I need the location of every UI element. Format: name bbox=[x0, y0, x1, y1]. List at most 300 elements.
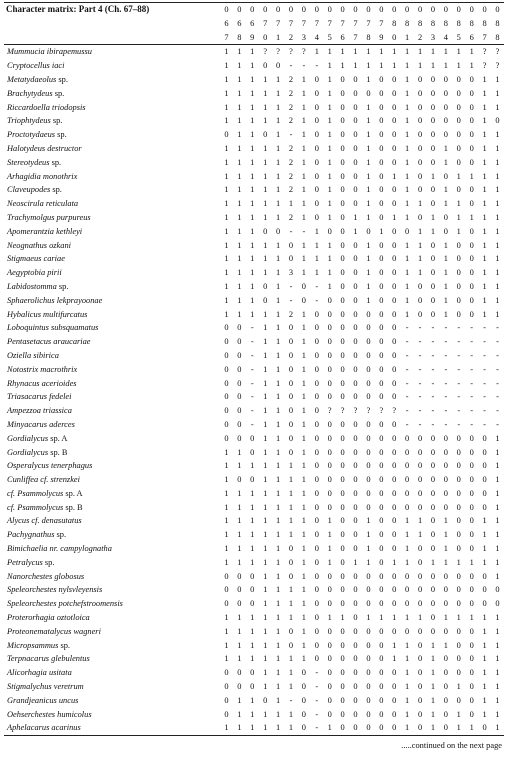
character-state-cell: 1 bbox=[275, 143, 281, 153]
character-state-cell: 0 bbox=[430, 461, 436, 471]
character-state-cell: 0 bbox=[379, 695, 384, 705]
character-state-cell: 1 bbox=[366, 61, 371, 71]
character-state-cell: 0 bbox=[443, 461, 448, 471]
character-state-cell: 0 bbox=[314, 626, 319, 636]
character-state-cell: 1 bbox=[456, 171, 461, 181]
character-state-cell: 1 bbox=[263, 199, 268, 209]
character-state-cell: 1 bbox=[301, 654, 306, 664]
character-state-cell: 0 bbox=[430, 130, 436, 140]
character-state-cell: - bbox=[444, 392, 448, 402]
character-state-cell: 1 bbox=[224, 475, 229, 485]
character-state-cell: 1 bbox=[301, 571, 306, 581]
character-state-cell: 1 bbox=[224, 447, 229, 457]
character-state-cell: 0 bbox=[340, 557, 345, 567]
taxon-name bbox=[4, 156, 220, 170]
character-state-cell: 0 bbox=[224, 695, 229, 705]
character-state-cell: 0 bbox=[417, 143, 423, 153]
taxon-name bbox=[4, 446, 220, 460]
header-digit: 8 bbox=[491, 31, 504, 45]
character-state-cell: 1 bbox=[491, 721, 504, 735]
character-state-cell: 0 bbox=[469, 130, 474, 140]
character-state-cell: 1 bbox=[392, 613, 397, 623]
character-state-cell: 0 bbox=[456, 254, 461, 264]
character-state-cell: 1 bbox=[456, 61, 461, 71]
character-state-cell: 1 bbox=[482, 695, 487, 705]
header-digit: 7 bbox=[349, 31, 362, 45]
taxon-name bbox=[4, 211, 220, 225]
character-state-cell: 0 bbox=[340, 488, 345, 498]
taxon-name bbox=[4, 87, 220, 101]
header-digit: 7 bbox=[327, 18, 332, 28]
character-state-cell: 0 bbox=[392, 392, 397, 402]
character-state-cell: 1 bbox=[288, 668, 294, 678]
character-state-cell: 0 bbox=[379, 130, 384, 140]
character-state-cell: - bbox=[470, 337, 474, 347]
character-state-cell: 1 bbox=[301, 364, 306, 374]
character-state-cell: 1 bbox=[301, 143, 306, 153]
character-state-cell: 1 bbox=[275, 557, 281, 567]
character-state-cell: 0 bbox=[366, 682, 371, 692]
character-state-cell: 1 bbox=[275, 212, 281, 222]
character-state-cell: 1 bbox=[263, 143, 268, 153]
character-state-cell: 1 bbox=[366, 530, 371, 540]
character-state-cell: ? bbox=[482, 47, 487, 57]
character-state-cell: 1 bbox=[430, 557, 436, 567]
character-state-cell: 0 bbox=[379, 157, 384, 167]
taxon-genus-species: Oziella sibirica bbox=[7, 350, 59, 360]
character-state-cell: 1 bbox=[237, 709, 242, 719]
character-state-cell: 1 bbox=[366, 130, 371, 140]
character-state-cell: 0 bbox=[237, 337, 242, 347]
character-state-cell: 1 bbox=[482, 212, 487, 222]
taxon-name bbox=[4, 432, 220, 446]
character-state-cell: 1 bbox=[224, 116, 229, 126]
character-state-cell: - bbox=[457, 406, 461, 416]
character-state-cell: 0 bbox=[469, 74, 474, 84]
character-state-cell: 0 bbox=[288, 626, 294, 636]
character-state-cell: 0 bbox=[379, 419, 384, 429]
table-row bbox=[4, 252, 504, 266]
character-state-cell: 0 bbox=[314, 613, 319, 623]
character-state-cell: 1 bbox=[275, 337, 281, 347]
character-state-cell: 0 bbox=[237, 364, 242, 374]
character-state-cell: 0 bbox=[392, 447, 397, 457]
character-state-cell: 0 bbox=[392, 571, 397, 581]
character-state-cell: 0 bbox=[443, 212, 448, 222]
character-state-cell: 1 bbox=[327, 157, 332, 167]
character-state-cell: - bbox=[418, 350, 422, 360]
character-state-cell: - bbox=[289, 61, 293, 71]
character-state-cell: 1 bbox=[430, 682, 436, 692]
character-state-cell: 0 bbox=[288, 392, 294, 402]
character-state-cell: 0 bbox=[469, 309, 474, 319]
character-state-cell: 2 bbox=[288, 88, 294, 98]
character-state-cell: 1 bbox=[263, 654, 268, 664]
character-state-cell: 0 bbox=[417, 88, 423, 98]
taxon-genus-species: Neognathus ozkani bbox=[7, 240, 71, 250]
character-state-cell: 1 bbox=[301, 433, 306, 443]
character-state-cell: - bbox=[444, 323, 448, 333]
character-state-cell: 1 bbox=[263, 544, 268, 554]
character-state-cell: - bbox=[483, 392, 486, 402]
character-state-cell: 1 bbox=[237, 654, 242, 664]
character-state-cell: 0 bbox=[224, 571, 229, 581]
character-state-cell: 1 bbox=[263, 102, 268, 112]
character-state-cell: 0 bbox=[327, 323, 332, 333]
taxon-genus-species: Trachymolgus purpureus bbox=[7, 212, 91, 222]
character-state-cell: 1 bbox=[224, 226, 229, 236]
character-state-cell: 1 bbox=[405, 130, 410, 140]
character-state-cell: 1 bbox=[469, 557, 474, 567]
character-state-cell: 1 bbox=[250, 130, 255, 140]
character-state-cell: 1 bbox=[224, 613, 229, 623]
character-state-cell: 1 bbox=[263, 337, 268, 347]
character-state-cell: 1 bbox=[224, 212, 229, 222]
character-state-cell: 1 bbox=[263, 613, 268, 623]
character-state-cell: 1 bbox=[301, 392, 306, 402]
taxon-genus-species: Nanorchestes globosus bbox=[7, 571, 85, 581]
taxon-genus-species: Notostrix macrothrix bbox=[7, 364, 78, 374]
character-state-cell: 0 bbox=[314, 74, 319, 84]
character-state-cell: 0 bbox=[469, 475, 474, 485]
character-state-cell: 1 bbox=[275, 240, 281, 250]
character-state-cell: 1 bbox=[495, 654, 500, 664]
taxon-name bbox=[4, 666, 220, 680]
character-state-cell: 0 bbox=[379, 268, 384, 278]
character-state-cell: 1 bbox=[275, 654, 281, 664]
character-state-cell: 0 bbox=[414, 721, 427, 735]
character-state-cell: 1 bbox=[275, 695, 281, 705]
taxon-genus-species: Petralycus bbox=[7, 557, 43, 567]
character-state-cell: 1 bbox=[327, 61, 332, 71]
character-state-cell: 0 bbox=[379, 323, 384, 333]
character-state-cell: 0 bbox=[224, 406, 229, 416]
character-state-cell: - bbox=[315, 695, 319, 705]
header-row-2 bbox=[4, 17, 504, 31]
character-state-cell: 0 bbox=[353, 654, 358, 664]
character-state-cell: 0 bbox=[250, 571, 255, 581]
character-state-cell: 0 bbox=[443, 171, 448, 181]
character-state-cell: 0 bbox=[366, 323, 371, 333]
character-state-cell: 1 bbox=[366, 74, 371, 84]
table-row bbox=[4, 501, 504, 515]
character-state-cell: 0 bbox=[456, 695, 461, 705]
character-state-cell: - bbox=[483, 406, 486, 416]
character-state-cell: 0 bbox=[439, 721, 452, 735]
character-state-cell: 0 bbox=[379, 378, 384, 388]
character-state-cell: 0 bbox=[456, 640, 461, 650]
character-state-cell: - bbox=[302, 61, 306, 71]
character-state-cell: 0 bbox=[456, 240, 461, 250]
character-state-cell: 1 bbox=[237, 47, 242, 57]
taxon-name bbox=[4, 335, 220, 349]
taxon-genus-species: Bimichaelia nr. campylognatha bbox=[7, 544, 112, 554]
character-state-cell: 1 bbox=[263, 171, 268, 181]
character-state-cell: 1 bbox=[495, 502, 500, 512]
table-row bbox=[4, 377, 504, 391]
character-state-cell: - bbox=[431, 378, 435, 388]
character-state-cell: 0 bbox=[405, 626, 410, 636]
character-state-cell: 2 bbox=[288, 212, 294, 222]
character-state-cell: 1 bbox=[301, 350, 306, 360]
character-state-cell: 0 bbox=[250, 682, 255, 692]
character-state-cell: 1 bbox=[465, 721, 478, 735]
table-title: Character matrix: Part 4 (Ch. 67–88) bbox=[4, 3, 220, 17]
character-state-cell: 0 bbox=[456, 488, 461, 498]
character-state-cell: 1 bbox=[366, 102, 371, 112]
character-state-cell: 0 bbox=[430, 309, 436, 319]
character-state-cell: 1 bbox=[366, 557, 371, 567]
character-state-cell: 1 bbox=[263, 392, 268, 402]
character-state-cell: 0 bbox=[417, 709, 423, 719]
character-state-cell: - bbox=[483, 364, 486, 374]
character-state-cell: 1 bbox=[275, 254, 281, 264]
character-state-cell: 1 bbox=[340, 61, 345, 71]
character-state-cell: 1 bbox=[275, 682, 281, 692]
character-state-cell: 1 bbox=[275, 709, 281, 719]
character-state-cell: 0 bbox=[392, 544, 397, 554]
character-state-cell: 1 bbox=[250, 47, 255, 57]
character-state-cell: 1 bbox=[405, 171, 410, 181]
character-state-cell: 1 bbox=[263, 433, 268, 443]
header-digit: 0 bbox=[310, 3, 323, 17]
header-digit: 0 bbox=[375, 3, 388, 17]
header-digit: 0 bbox=[427, 3, 440, 17]
header-digit: 6 bbox=[465, 31, 478, 45]
character-state-cell: 0 bbox=[327, 654, 332, 664]
character-state-cell: 1 bbox=[482, 268, 487, 278]
character-state-cell: 0 bbox=[379, 544, 384, 554]
taxon-name bbox=[4, 73, 220, 87]
character-state-cell: 0 bbox=[366, 502, 371, 512]
character-state-cell: 0 bbox=[469, 88, 474, 98]
character-state-cell: 0 bbox=[314, 364, 319, 374]
character-state-cell: 0 bbox=[456, 654, 461, 664]
character-state-cell: 1 bbox=[327, 212, 332, 222]
character-state-cell: 1 bbox=[405, 557, 410, 567]
character-state-cell: 1 bbox=[275, 268, 281, 278]
character-state-cell: 1 bbox=[301, 502, 306, 512]
character-state-cell: 0 bbox=[443, 654, 448, 664]
character-state-cell: 0 bbox=[336, 721, 349, 735]
character-state-cell: 0 bbox=[340, 88, 345, 98]
taxon-name bbox=[4, 418, 220, 432]
character-state-cell: 1 bbox=[224, 557, 229, 567]
character-state-cell: 0 bbox=[340, 378, 345, 388]
character-state-cell: - bbox=[431, 406, 435, 416]
character-state-cell: 0 bbox=[288, 447, 294, 457]
character-state-cell: 1 bbox=[443, 61, 448, 71]
character-state-cell: 0 bbox=[456, 599, 461, 609]
character-state-cell: 0 bbox=[353, 544, 358, 554]
character-state-cell: 1 bbox=[263, 461, 268, 471]
character-state-cell: 1 bbox=[263, 185, 268, 195]
character-state-cell: 1 bbox=[237, 488, 242, 498]
character-state-cell: 0 bbox=[340, 323, 345, 333]
character-state-cell: 1 bbox=[443, 268, 448, 278]
character-state-cell: 0 bbox=[430, 74, 436, 84]
character-state-cell: 0 bbox=[314, 171, 319, 181]
character-state-cell: ? bbox=[289, 47, 293, 57]
character-state-cell: 1 bbox=[275, 668, 281, 678]
character-state-cell: 0 bbox=[314, 447, 319, 457]
taxon-name bbox=[4, 321, 220, 335]
character-state-cell: 1 bbox=[237, 116, 242, 126]
header-digit: 2 bbox=[414, 31, 427, 45]
character-state-cell: 1 bbox=[263, 406, 268, 416]
character-state-cell: 1 bbox=[275, 475, 281, 485]
character-state-cell: 0 bbox=[405, 433, 410, 443]
character-state-cell: 1 bbox=[250, 488, 255, 498]
character-state-cell: 1 bbox=[275, 544, 281, 554]
header-digit: 7 bbox=[314, 18, 319, 28]
table-row bbox=[4, 611, 504, 625]
taxon-genus-species: cf. Psammolycus bbox=[7, 488, 64, 498]
header-digit: 8 bbox=[443, 18, 448, 28]
character-state-cell: 1 bbox=[263, 640, 268, 650]
header-digit: 7 bbox=[340, 18, 345, 28]
character-state-cell: 0 bbox=[443, 488, 448, 498]
character-state-cell: 1 bbox=[482, 199, 487, 209]
character-state-cell: 0 bbox=[456, 281, 461, 291]
character-state-cell: 0 bbox=[430, 626, 436, 636]
character-state-cell: 0 bbox=[379, 599, 384, 609]
header-digit: 0 bbox=[439, 3, 452, 17]
character-state-cell: 1 bbox=[288, 613, 294, 623]
character-state-cell: 3 bbox=[288, 268, 294, 278]
character-state-cell: 1 bbox=[275, 116, 281, 126]
character-state-cell: 0 bbox=[327, 433, 332, 443]
character-state-cell: 1 bbox=[263, 447, 268, 457]
character-state-cell: 0 bbox=[288, 557, 294, 567]
character-state-cell: 0 bbox=[237, 571, 242, 581]
character-state-cell: - bbox=[315, 295, 319, 305]
taxon-genus-species: Neoscirula reticulata bbox=[7, 199, 79, 209]
character-state-cell: 1 bbox=[340, 47, 345, 57]
character-state-cell: 0 bbox=[327, 226, 332, 236]
character-state-cell: 1 bbox=[405, 295, 410, 305]
character-state-cell: 0 bbox=[430, 599, 436, 609]
table-row bbox=[4, 418, 504, 432]
character-state-cell: 0 bbox=[379, 475, 384, 485]
character-state-cell: 1 bbox=[263, 364, 268, 374]
character-state-cell: 0 bbox=[478, 721, 491, 735]
table-row bbox=[4, 556, 504, 570]
character-state-cell: 0 bbox=[288, 571, 294, 581]
character-state-cell: 0 bbox=[456, 309, 461, 319]
character-state-cell: 0 bbox=[417, 475, 423, 485]
character-state-cell: - bbox=[250, 406, 254, 416]
character-state-cell: 0 bbox=[443, 502, 448, 512]
character-state-cell: 0 bbox=[353, 295, 358, 305]
character-state-cell: 1 bbox=[405, 88, 410, 98]
header-digit: 7 bbox=[220, 31, 233, 45]
header-spacer bbox=[4, 31, 220, 45]
character-state-cell: 0 bbox=[366, 709, 371, 719]
character-state-cell: 1 bbox=[224, 102, 229, 112]
taxon-genus-species: Alycus cf. denasutatus bbox=[7, 516, 82, 526]
character-state-cell: 1 bbox=[301, 74, 306, 84]
character-state-cell: - bbox=[483, 323, 486, 333]
character-state-cell: 1 bbox=[263, 212, 268, 222]
character-state-cell: 0 bbox=[379, 640, 384, 650]
table-row bbox=[4, 239, 504, 253]
character-state-cell: 1 bbox=[237, 695, 242, 705]
character-state-cell: 1 bbox=[288, 461, 294, 471]
character-state-cell: 1 bbox=[250, 613, 255, 623]
character-state-cell: 0 bbox=[417, 116, 423, 126]
character-state-cell: 0 bbox=[224, 392, 229, 402]
character-state-cell: 0 bbox=[353, 530, 358, 540]
character-state-cell: 1 bbox=[250, 516, 255, 526]
taxon-genus-species: Ampezzoa triassica bbox=[7, 406, 72, 416]
taxon-name bbox=[4, 142, 220, 156]
character-state-cell: 0 bbox=[314, 654, 319, 664]
table-row bbox=[4, 583, 504, 597]
character-state-cell: 0 bbox=[392, 668, 397, 678]
character-state-cell: 0 bbox=[469, 488, 474, 498]
character-state-cell: 0 bbox=[340, 626, 345, 636]
taxon-genus-species: Cryptocellus iaci bbox=[7, 61, 65, 71]
table-row bbox=[4, 487, 504, 501]
character-state-cell: 1 bbox=[288, 199, 294, 209]
character-state-cell: 0 bbox=[443, 585, 448, 595]
character-state-cell: - bbox=[315, 668, 319, 678]
character-state-cell: 0 bbox=[482, 502, 487, 512]
taxon-name bbox=[4, 652, 220, 666]
taxon-sp-suffix: sp. A bbox=[48, 433, 68, 443]
character-state-cell: 0 bbox=[482, 433, 487, 443]
character-state-cell: 0 bbox=[469, 268, 474, 278]
character-state-cell: 0 bbox=[469, 143, 474, 153]
taxon-genus-species: Alicorhagia usitata bbox=[7, 668, 72, 678]
character-state-cell: 1 bbox=[427, 721, 440, 735]
character-state-cell: 1 bbox=[301, 323, 306, 333]
character-state-cell: 1 bbox=[405, 640, 410, 650]
character-state-cell: 0 bbox=[237, 475, 242, 485]
character-state-cell: 0 bbox=[314, 516, 319, 526]
character-state-cell: 0 bbox=[353, 281, 358, 291]
character-state-cell: 1 bbox=[275, 295, 281, 305]
character-state-cell: 1 bbox=[366, 171, 371, 181]
character-state-cell: 1 bbox=[405, 240, 410, 250]
taxon-name bbox=[4, 239, 220, 253]
character-state-cell: 0 bbox=[366, 488, 371, 498]
character-state-cell: 1 bbox=[301, 488, 306, 498]
character-state-cell: 0 bbox=[340, 461, 345, 471]
character-state-cell: 0 bbox=[353, 199, 358, 209]
taxon-sp-suffix: sp. bbox=[50, 116, 63, 126]
table-row bbox=[4, 349, 504, 363]
character-state-cell: 0 bbox=[340, 599, 345, 609]
character-state-cell: 0 bbox=[340, 419, 345, 429]
character-state-cell: 1 bbox=[443, 185, 448, 195]
character-state-cell: 1 bbox=[495, 626, 500, 636]
character-state-cell: 1 bbox=[288, 585, 294, 595]
character-state-cell: 1 bbox=[301, 116, 306, 126]
character-state-cell: 1 bbox=[237, 61, 242, 71]
character-state-cell: 0 bbox=[495, 116, 500, 126]
character-state-cell: 0 bbox=[456, 447, 461, 457]
character-state-cell: 0 bbox=[469, 668, 474, 678]
character-state-cell: 1 bbox=[314, 47, 319, 57]
header-digit: 6 bbox=[237, 18, 242, 28]
character-state-cell: 0 bbox=[417, 654, 423, 664]
table-row bbox=[4, 211, 504, 225]
taxon-genus-species: Arhagidia monothrix bbox=[7, 171, 78, 181]
character-state-cell: 1 bbox=[224, 295, 229, 305]
character-state-cell: 1 bbox=[495, 88, 500, 98]
